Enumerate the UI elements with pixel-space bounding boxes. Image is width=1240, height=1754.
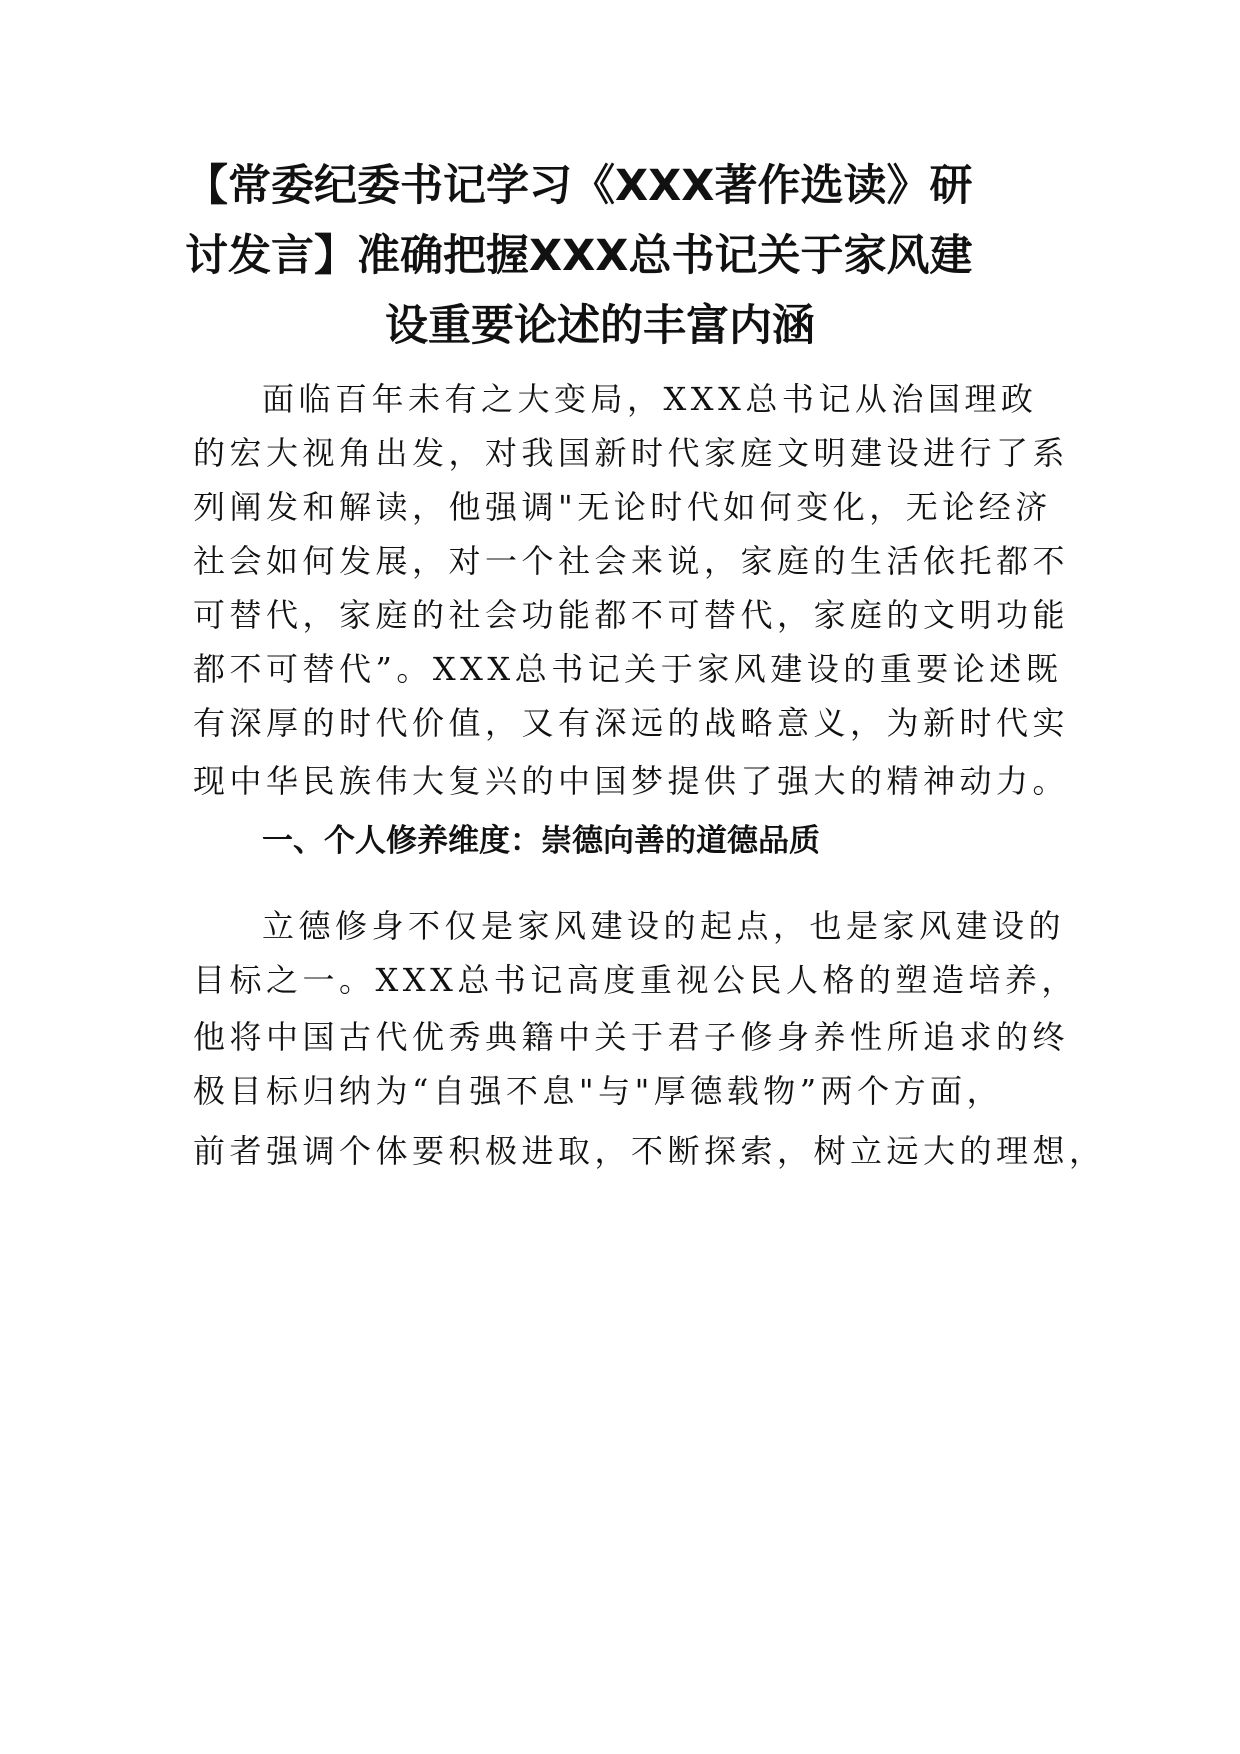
paragraph-line: 列阐发和解读，他强调"无论时代如何变化，无论经济 — [193, 488, 1052, 526]
paragraph-line: 的宏大视角出发，对我国新时代家庭文明建设进行了系 — [193, 434, 1070, 472]
paragraph-line: 都不可替代”。XXX总书记关于家风建设的重要论述既 — [193, 650, 1063, 688]
paragraph-line: 有深厚的时代价值，又有深远的战略意义，为新时代实 — [193, 704, 1070, 742]
paragraph-line: 他将中国古代优秀典籍中关于君子修身养性所追求的终 — [193, 1018, 1070, 1056]
paragraph-line: 面临百年未有之大变局，XXX总书记从治国理政 — [262, 380, 1038, 418]
section-heading: 一、个人修养维度：崇德向善的道德品质 — [262, 823, 820, 859]
paragraph-line: 目标之一。XXX总书记高度重视公民人格的塑造培养， — [193, 961, 1078, 999]
title-line-1: 【常委纪委书记学习《XXX著作选读》研 — [185, 161, 973, 211]
paragraph-line: 前者强调个体要积极进取，不断探索，树立远大的理想， — [193, 1132, 1106, 1170]
title-line-2: 讨发言】准确把握XXX总书记关于家风建 — [185, 231, 973, 281]
paragraph-line: 社会如何发展，对一个社会来说，家庭的生活依托都不 — [193, 542, 1070, 580]
paragraph-line: 立德修身不仅是家风建设的起点，也是家风建设的 — [262, 907, 1066, 945]
paragraph-line: 现中华民族伟大复兴的中国梦提供了强大的精神动力。 — [193, 762, 1070, 800]
title-line-3: 设重要论述的丰富内涵 — [385, 301, 815, 351]
paragraph-line: 极目标归纳为“自强不息"与"厚德载物”两个方面， — [193, 1072, 1004, 1110]
paragraph-line: 可替代，家庭的社会功能都不可替代，家庭的文明功能 — [193, 596, 1070, 634]
